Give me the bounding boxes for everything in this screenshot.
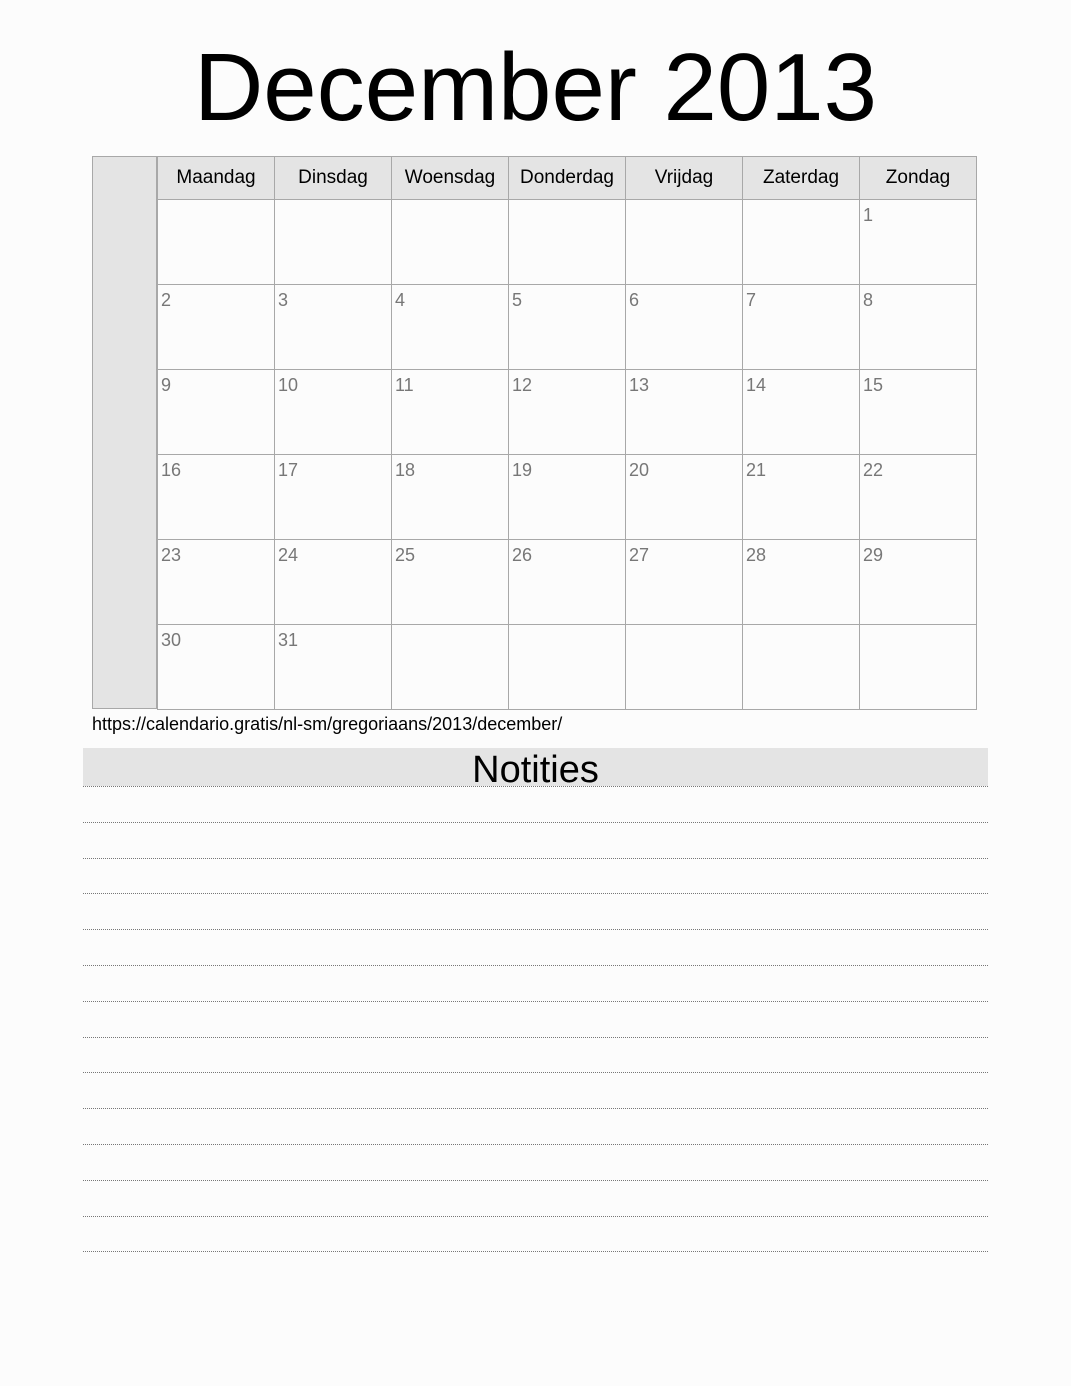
note-line: [83, 786, 988, 787]
day-number: [743, 625, 859, 630]
day-number: [158, 200, 274, 205]
day-cell[interactable]: [158, 625, 275, 710]
day-number: [860, 625, 976, 630]
weekday-header: Zaterdag: [743, 157, 860, 200]
day-number: 24: [278, 545, 299, 565]
note-line: [83, 822, 988, 823]
day-cell[interactable]: [509, 370, 626, 455]
day-cell[interactable]: [392, 455, 509, 540]
day-cell[interactable]: [158, 540, 275, 625]
note-line: [83, 965, 988, 966]
day-cell[interactable]: [860, 370, 977, 455]
day-cell[interactable]: [509, 285, 626, 370]
day-number: [392, 625, 508, 630]
day-cell[interactable]: [860, 285, 977, 370]
weekday-header: Dinsdag: [275, 157, 392, 200]
weekday-header: Woensdag: [392, 157, 509, 200]
day-number: 8: [863, 290, 874, 310]
day-cell[interactable]: [275, 285, 392, 370]
day-number: [626, 625, 742, 630]
day-number: 16: [161, 460, 182, 480]
day-number: 23: [161, 545, 182, 565]
day-cell[interactable]: [275, 455, 392, 540]
day-cell[interactable]: [626, 625, 743, 710]
day-number: 18: [395, 460, 416, 480]
day-cell[interactable]: [392, 285, 509, 370]
day-number: 21: [746, 460, 767, 480]
note-line: [83, 1251, 988, 1252]
week-number-column: [92, 156, 157, 709]
day-number: 1: [863, 205, 874, 225]
note-line: [83, 1072, 988, 1073]
day-number: 15: [863, 375, 884, 395]
day-number: 3: [278, 290, 289, 310]
day-number: 4: [395, 290, 406, 310]
weekday-header: Maandag: [158, 157, 275, 200]
day-cell[interactable]: [509, 455, 626, 540]
day-cell[interactable]: [509, 200, 626, 285]
week-row: [158, 455, 977, 540]
note-line: [83, 858, 988, 859]
day-cell[interactable]: [158, 455, 275, 540]
day-cell[interactable]: [860, 455, 977, 540]
day-cell[interactable]: [860, 625, 977, 710]
source-url-link[interactable]: https://calendario.gratis/nl-sm/gregoriaans/2013/december/: [92, 714, 563, 734]
note-line: [83, 893, 988, 894]
day-cell[interactable]: [743, 625, 860, 710]
day-number: [626, 200, 742, 205]
day-number: 26: [512, 545, 533, 565]
day-cell[interactable]: [275, 540, 392, 625]
week-row: [158, 200, 977, 285]
day-number: 22: [863, 460, 884, 480]
day-number: 12: [512, 375, 533, 395]
day-cell[interactable]: [392, 625, 509, 710]
day-cell[interactable]: [743, 200, 860, 285]
day-number: 25: [395, 545, 416, 565]
day-cell[interactable]: [275, 625, 392, 710]
day-number: 28: [746, 545, 767, 565]
week-row: [158, 370, 977, 455]
note-line: [83, 1037, 988, 1038]
day-number: [509, 625, 625, 630]
day-number: 30: [161, 630, 182, 650]
weekday-header: Donderdag: [509, 157, 626, 200]
day-cell[interactable]: [392, 200, 509, 285]
day-number: 27: [629, 545, 650, 565]
weekday-header: Zondag: [860, 157, 977, 200]
week-row: [158, 540, 977, 625]
day-number: 19: [512, 460, 533, 480]
weekday-header: Vrijdag: [626, 157, 743, 200]
day-number: 13: [629, 375, 650, 395]
day-number: 29: [863, 545, 884, 565]
day-number: 31: [278, 630, 299, 650]
day-cell[interactable]: [860, 200, 977, 285]
day-cell[interactable]: [275, 200, 392, 285]
day-number: 9: [161, 375, 172, 395]
day-cell[interactable]: [626, 285, 743, 370]
day-cell[interactable]: [743, 285, 860, 370]
day-cell[interactable]: [626, 540, 743, 625]
note-line: [83, 1001, 988, 1002]
week-row: [158, 285, 977, 370]
week-row: [158, 625, 977, 710]
day-number: [743, 200, 859, 205]
day-cell[interactable]: [158, 285, 275, 370]
day-number: 11: [395, 375, 414, 395]
day-number: [275, 200, 391, 205]
page-title: December 2013: [193, 34, 878, 141]
day-cell[interactable]: [509, 625, 626, 710]
note-line: [83, 1144, 988, 1145]
day-number: 14: [746, 375, 767, 395]
day-cell[interactable]: [158, 370, 275, 455]
day-cell[interactable]: [392, 540, 509, 625]
notes-heading: Notities: [83, 748, 988, 786]
day-cell[interactable]: [626, 370, 743, 455]
day-number: 2: [161, 290, 172, 310]
day-number: 10: [278, 375, 299, 395]
day-number: 6: [629, 290, 640, 310]
day-cell[interactable]: [860, 540, 977, 625]
day-cell[interactable]: [743, 370, 860, 455]
day-number: [392, 200, 508, 205]
day-number: 5: [512, 290, 523, 310]
weekday-header-row: [158, 157, 977, 200]
day-cell[interactable]: [743, 455, 860, 540]
note-line: [83, 1180, 988, 1181]
note-line: [83, 1216, 988, 1217]
day-cell[interactable]: [392, 370, 509, 455]
day-cell[interactable]: [626, 200, 743, 285]
day-cell[interactable]: [275, 370, 392, 455]
note-line: [83, 1108, 988, 1109]
day-number: 7: [746, 290, 757, 310]
day-number: 20: [629, 460, 650, 480]
day-cell[interactable]: [509, 540, 626, 625]
calendar-grid: [157, 156, 977, 710]
note-line: [83, 929, 988, 930]
day-cell[interactable]: [626, 455, 743, 540]
day-cell[interactable]: [743, 540, 860, 625]
day-cell[interactable]: [158, 200, 275, 285]
day-number: [509, 200, 625, 205]
day-number: 17: [278, 460, 299, 480]
